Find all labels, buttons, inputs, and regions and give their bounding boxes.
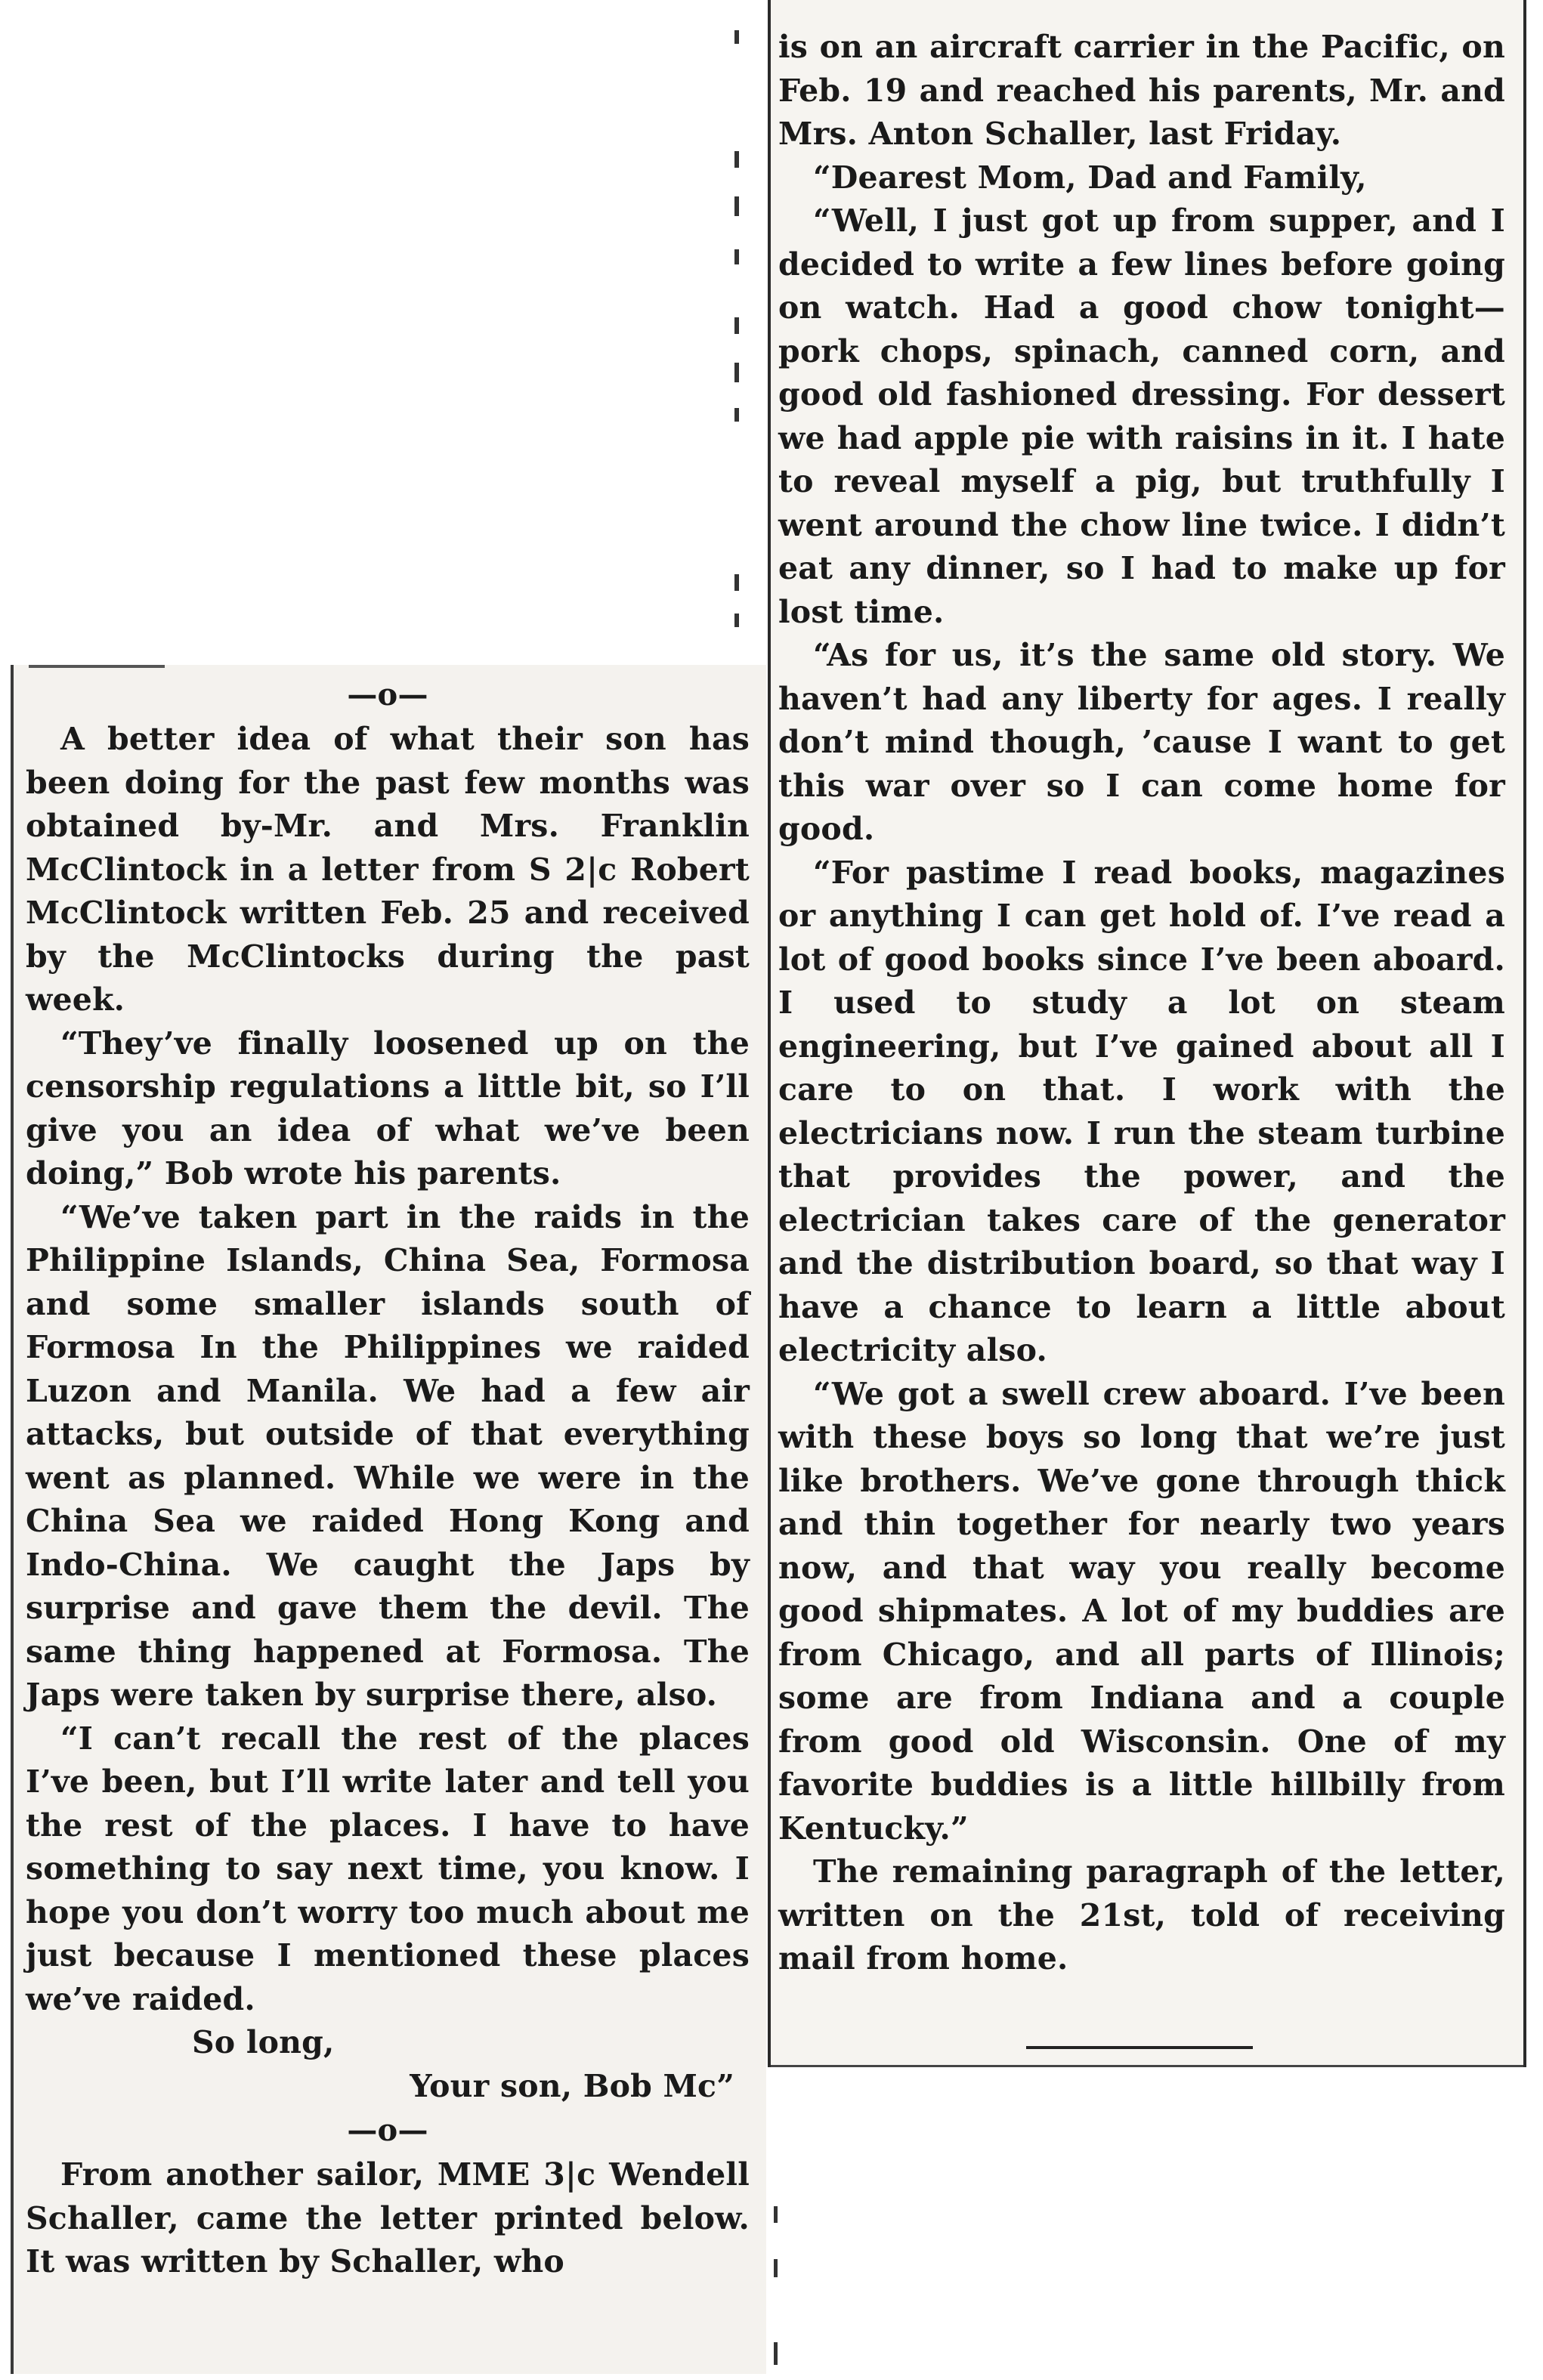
article-paragraph: A better idea of what their son has been doing for the past few months was obtained by-Mr. and Mrs. Franklin McClintock in a letter from S 2|c Robert McClintock written Feb. 25 and received by the McClintocks during the past week. (26, 721, 750, 1018)
separator: —o— (347, 2113, 428, 2148)
article-paragraph: “As for us, it’s the same old story. We haven’t had any liberty for ages. I really don’t mind though, ’cause I want to get this war over so I can come home for good. (778, 637, 1505, 847)
separator: —o— (347, 677, 428, 712)
article-paragraph: “Well, I just got up from supper, and I decided to write a few lines before going on watch. Had a good chow tonight—pork chops, spinach, canned corn, and good old fashioned dressing. For dessert we had apple pie with raisins in it. I hate to reveal myself a pig, but truthfully I went around the chow line twice. I didn’t eat any dinner, so I had to make up for lost time. (778, 202, 1505, 630)
article-paragraph: The remaining paragraph of the letter, written on the 21st, told of receiving mail from home. (778, 1853, 1505, 1977)
article-paragraph: “They’ve finally loosened up on the censorship regulations a little bit, so I’ll give you an idea of what we’ve been doing,” Bob wrote his parents. (26, 1025, 750, 1192)
article-paragraph: From another sailor, MME 3|c Wendell Schaller, came the letter printed below. It was written by Schaller, who (26, 2156, 750, 2280)
torn-edge (29, 665, 165, 668)
article-paragraph: “We got a swell crew aboard. I’ve been with these boys so long that we’re just like brothers. We’ve gone through thick and thin together for nearly two years now, and that way you really become good shipmates. A lot of my buddies are from Chicago, and all parts of Illinois; some are from Indiana and a couple from good old Wisconsin. One of my favorite buddies is a little hillbilly from Kentucky.” (778, 1375, 1505, 1847)
end-rule (1026, 2046, 1253, 2049)
left-column-text (26, 672, 750, 2284)
article-paragraph: “I can’t recall the rest of the places I’ve been, but I’ll write later and tell you the rest of the places. I have to have something to say next time, you know. I hope you don’t worry too much about me just because I mentioned these places we’ve raided. (26, 1720, 750, 2017)
article-paragraph: “We’ve taken part in the raids in the Philippine Islands, China Sea, Formosa and some smaller islands south of Formosa In the Philippines we raided Luzon and Manila. We had a few air attacks, but outside of that everything went as planned. While we were in the China Sea we raided Hong Kong and Indo-China. We caught the Japs by surprise and gave them the devil. The same thing happened at Formosa. The Japs were taken by surprise there, also. (26, 1198, 750, 1713)
clipping-bottom-edge (771, 2065, 1523, 2067)
right-column-text (778, 26, 1505, 1981)
letter-salutation: “Dearest Mom, Dad and Family, (813, 159, 1367, 196)
letter-signoff: So long, (192, 2024, 335, 2060)
fold-fragment-marks (734, 30, 757, 620)
article-paragraph: is on an aircraft carrier in the Pacific, on Feb. 19 and reached his parents, Mr. and Mrs. Anton Schaller, last Friday. (778, 29, 1505, 152)
letter-signature: Your son, Bob Mc” (410, 2067, 734, 2104)
article-paragraph: “For pastime I read books, magazines or anything I can get hold of. I’ve read a lot of good books since I’ve been aboard. I used to study a lot on steam engineering, but I’ve gained about all I care to on that. I work with the electricians now. I run the steam turbine that provides the power, and the electrician takes care of the generator and the distribution board, so that way I have a chance to learn a little about electricity also. (778, 854, 1505, 1368)
fold-fragment-marks-lower (774, 2206, 789, 2372)
